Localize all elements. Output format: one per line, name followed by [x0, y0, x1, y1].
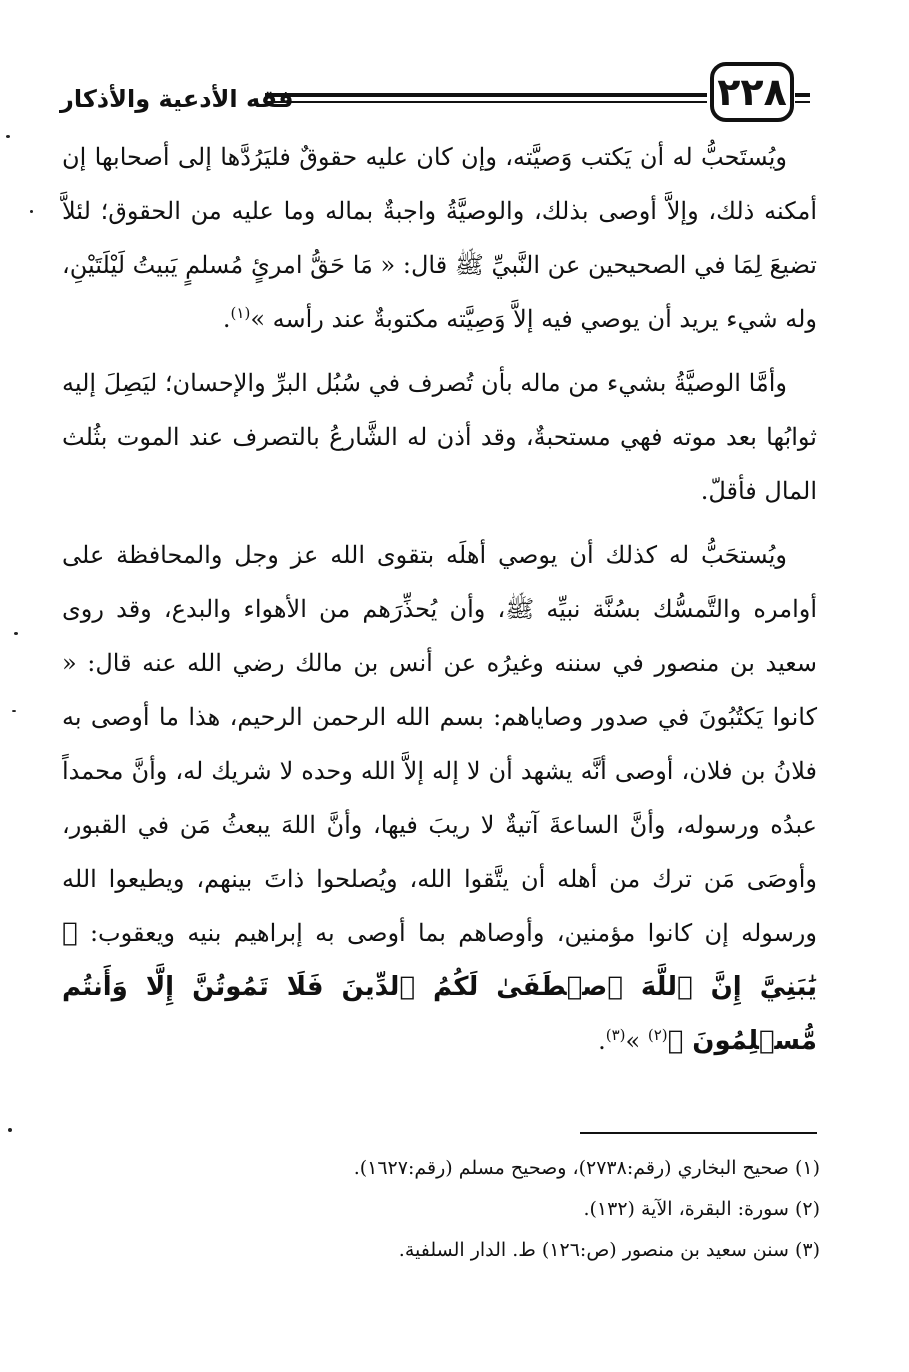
footnote-2: (٢) سورة: البقرة، الآية (١٣٢). — [583, 1198, 820, 1220]
quran-verse: ﴿ يَٰبَنِيَّ إِنَّ ٱللَّهَ ٱصۡطَفَىٰ لَكُمُ ٱلدِّينَ فَلَا تَمُوتُنَّ إِلَّا وَأَنتُم مُّسۡلِمُونَ ﴾ — [62, 918, 817, 1056]
footnote-3: (٣) سنن سعيد بن منصور (ص:١٢٦) ط. الدار السلفية. — [398, 1239, 820, 1261]
footnote-1: (١) صحيح البخاري (رقم:٢٧٣٨)، وصحيح مسلم (رقم:١٦٢٧). — [353, 1157, 820, 1179]
header-rule-left — [265, 93, 707, 103]
scan-speck — [14, 632, 18, 635]
scan-speck — [12, 710, 16, 712]
header-rule-right — [795, 93, 810, 103]
footnote-ref-1: (١) — [230, 304, 251, 322]
scan-speck — [6, 135, 10, 138]
paragraph-1 — [62, 130, 817, 346]
scan-speck — [8, 1128, 12, 1132]
footnote-ref-3: (٣) — [605, 1026, 626, 1044]
page-header — [60, 62, 810, 124]
footnote-ref-2: (٢) — [647, 1026, 668, 1044]
closing-quote: » — [625, 1027, 641, 1055]
paragraph-3 — [62, 528, 817, 1068]
paragraph-2: وأمَّا الوصيَّةُ بشيء من ماله بأن تُصرف في سُبُل البرِّ والإحسان؛ ليَصِلَ إليه ثوابُها بعد موته فهي مستحبةٌ، وقد أذن له الشَّارعُ بالتصرف عند الموت بثُلث المال فأقلّ. — [62, 369, 817, 505]
paragraph-1-text: ويُستَحبُّ له أن يَكتب وَصيَّته، وإن كان عليه حقوقٌ فليَرُدَّها إلى أصحابها إن أمكنه ذلك، وإلاَّ أوصى بذلك، والوصيَّةُ واجبةٌ بماله وما عليه من الحقوق؛ لئلاَّ تضيعَ لِمَا في الصحيحين عن النَّبيِّ ﷺ قال: « مَا حَقُّ امرئٍ مُسلمٍ يَبيتُ لَيْلَتَيْنِ، وله شيء يريد أن يوصي فيه إلاَّ وَصِيَّته مكتوبةٌ عند رأسه » — [62, 143, 817, 333]
scan-speck — [30, 210, 33, 213]
running-title: فقه الأدعية والأذكار — [60, 85, 294, 113]
footnotes — [250, 1148, 820, 1271]
page-number: ٢٢٨ — [710, 62, 794, 122]
main-text — [62, 130, 817, 1068]
paragraph-3-text: ويُستحَبُّ له كذلك أن يوصي أهلَه بتقوى الله عز وجل والمحافظة على أوامره والتَّمسُّك بسُنَّة نبيِّه ﷺ، وأن يُحذِّرَهم من الأهواء والبدع، وقد روى سعيد بن منصور في سننه وغيرُه عن أنس بن مالك رضي الله عنه قال: « كانوا يَكتُبُونَ في صدور وصاياهم: بسم الله الرحمن الرحيم، هذا ما أوصى به فلانُ بن فلان، أوصى أنَّه يشهد أن لا إله إلاَّ الله وحده لا شريك له، وأنَّ محمداً عبدُه ورسوله، وأنَّ الساعةَ آتيةٌ لا ريبَ فيها، وأنَّ اللهَ يبعثُ مَن في القبور، وأوصَى مَن ترك من أهله أن يتَّقوا الله، ويُصلحوا ذاتَ بينهم، ويطيعوا الله ورسوله إن كانوا مؤمنين، وأوصاهم بما أوصى به إبراهيم بنيه ويعقوب: — [62, 541, 817, 947]
paragraph-1-end: . — [222, 305, 231, 333]
footnote-separator — [580, 1132, 817, 1134]
closing-period: . — [598, 1027, 606, 1055]
